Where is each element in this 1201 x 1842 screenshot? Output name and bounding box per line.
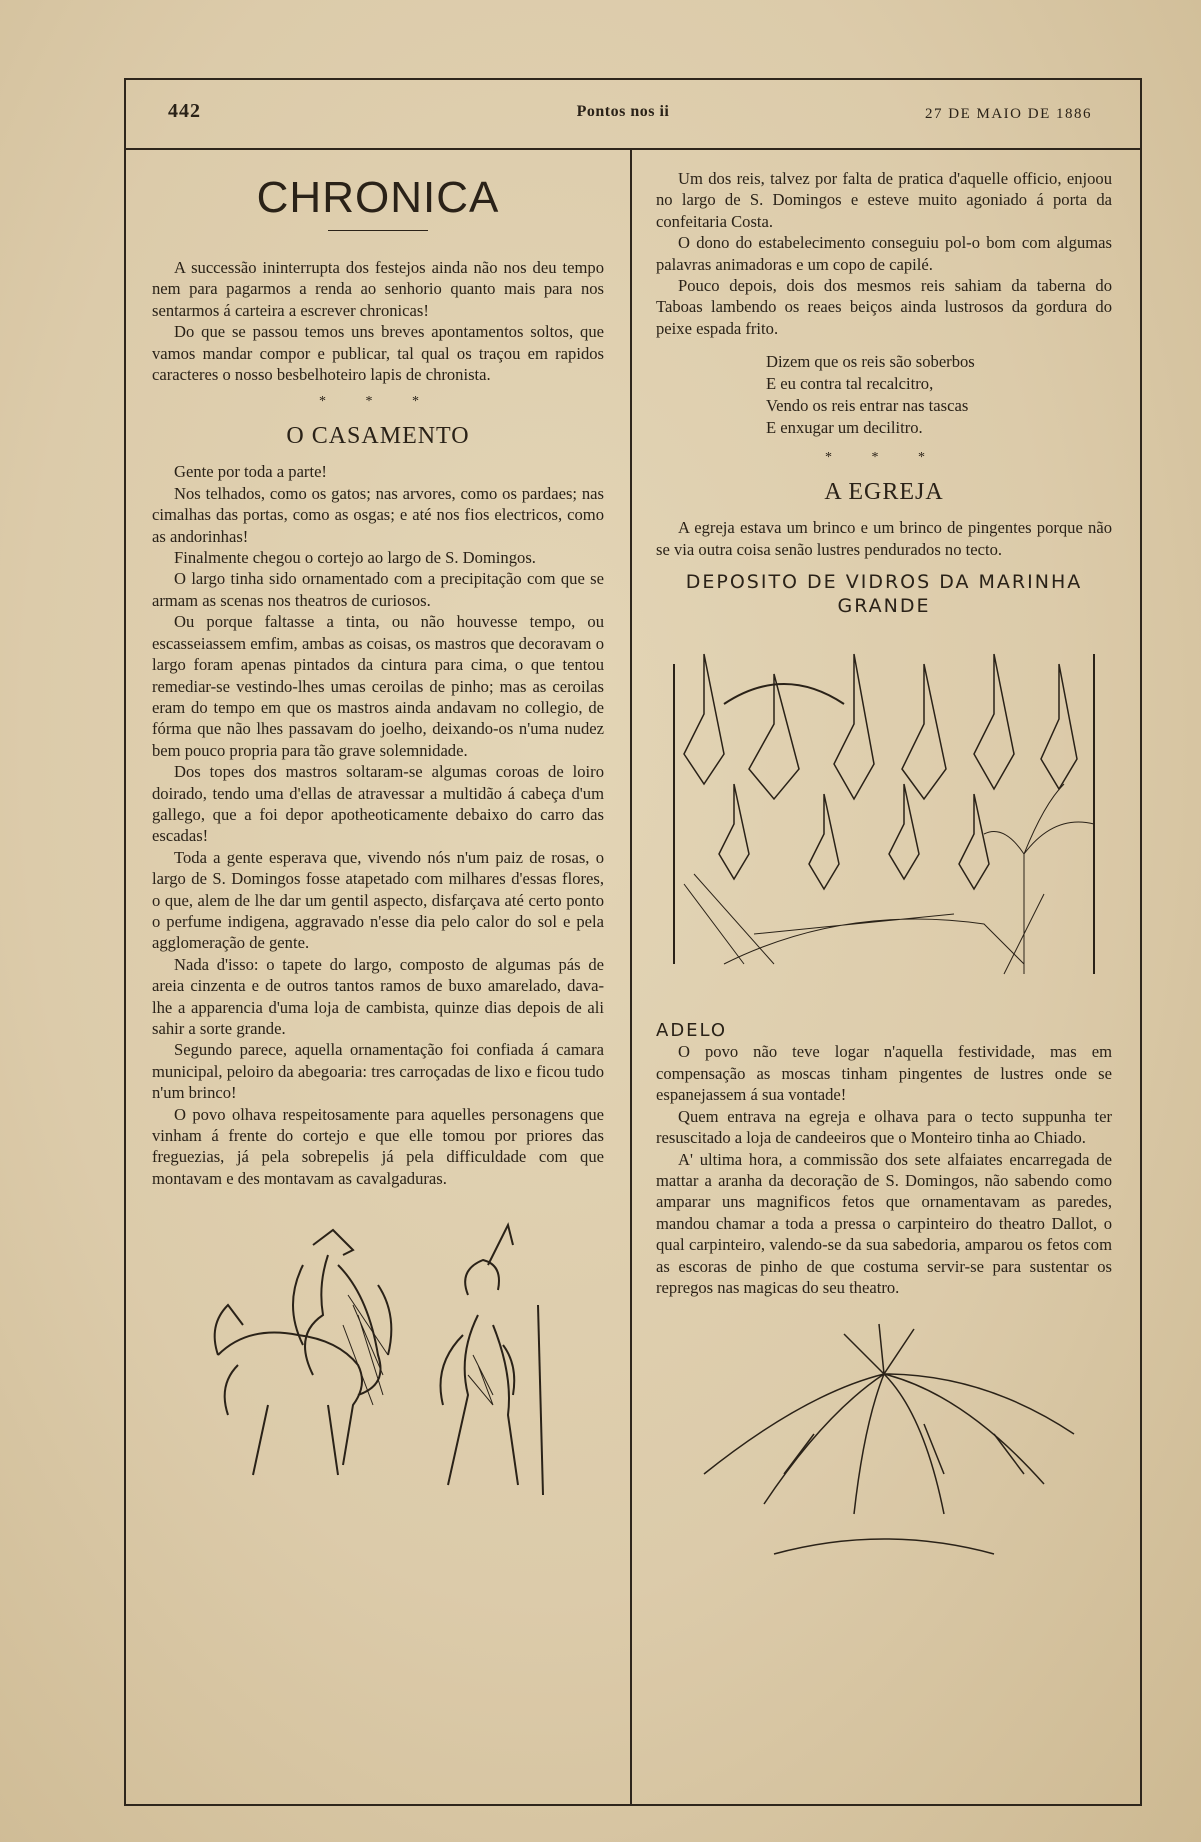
article-paragraph: Nada d'isso: o tapete do largo, composto de algumas pás de areia cinzenta e de outros tantos ramos de buxo amarelado, dava-lhe a apparencia d'uma loja de cambista, quinze dias depois de ali sahir a sorte grande.	[152, 954, 604, 1038]
article-paragraph: A' ultima hora, a commissão dos sete alfaiates encarregada de mattar a aranha da decoração de S. Domingos, não sabendo como amparar uns magnificos fetos que ornamentavam as paredes, mandou chamar a toda a pressa o carpinteiro do theatro Dallot, o qual carpinteiro, valendo-se da sua sabedoria, amparou os fetos com as escoras de pinho de que costuma servir-se para sustentar os repregos nas magicas do seu theatro.	[656, 1149, 1112, 1297]
article-paragraph: A egreja estava um brinco e um brinco de pingentes porque não se via outra coisa senão lustres pendurados no tecto.	[656, 518, 1112, 559]
verse-block	[766, 351, 1112, 439]
issue-date: 27 DE MAIO DE 1886	[925, 106, 1092, 122]
section-stars: * * *	[319, 394, 437, 410]
chandeliers-illustration	[664, 634, 1104, 1014]
section-stars: * * *	[825, 450, 943, 466]
right-column	[656, 168, 1112, 1570]
verse-line: E eu contra tal recalcitro,	[766, 374, 934, 394]
section-title-casamento: O CASAMENTO	[286, 423, 470, 450]
section-title-egreja: A EGREJA	[824, 479, 944, 506]
intro-paragraph: Do que se passou temos uns breves apontamentos soltos, que vamos mandar compor e publicar, tal qual os traçou em rapidos caracteres o nosso besbelhoteiro lapis de chronista.	[152, 322, 604, 385]
verse-line: Dizem que os reis são soberbos	[766, 352, 975, 372]
article-paragraph: Segundo parece, aquella ornamentação foi confiada á camara municipal, peloiro da abegoaria: tres carroçadas de lixo e ficou tudo n'um brinco!	[152, 1040, 604, 1103]
verse-line: Vendo os reis entrar nas tascas	[766, 396, 969, 416]
intro-paragraph: A successão ininterrupta dos festejos ainda não nos deu tempo nem para pagarmos a renda ao senhorio quanto mais para nos sentarmos á carteira a escrever chronicas!	[152, 258, 604, 320]
article-paragraph: O largo tinha sido ornamentado com a precipitação com que se armam as scenas nos theatros de curiosos.	[152, 569, 604, 610]
procession-illustration	[178, 1205, 578, 1505]
illustration-caption	[656, 570, 1112, 618]
article-paragraph: Nos telhados, como os gatos; nas arvores, como os pardaes; nas cimalhas das portas, como as osgas; e até nos fios electricos, como as andorinhas!	[152, 483, 604, 546]
article-paragraph: O povo olhava respeitosamente para aquelles personagens que vinham á frente do cortejo e que elle tomou por priores das freguezias, já pela sobrepelis já pela difficuldade com que montavam e des montavam as cavalgaduras.	[152, 1104, 604, 1188]
title-rule	[328, 230, 428, 231]
article-paragraph: Dos topes dos mastros soltaram-se algumas coroas de loiro doirado, tendo uma d'ellas de atravessar a multidão á cabeça d'um gallego, que a foi depor apotheoticamente debaixo do carro das escadas!	[152, 762, 604, 846]
left-column	[152, 168, 604, 1511]
verse-line: E enxugar um decilitro.	[766, 418, 923, 438]
header-rule	[124, 148, 1142, 150]
article-paragraph: Quem entrava na egreja e olhava para o tecto suppunha ter resuscitado a loja de candeeiros que o Monteiro tinha ao Chiado.	[656, 1106, 1112, 1148]
masthead-title: Pontos nos ii	[576, 103, 670, 120]
masthead-logo	[548, 80, 698, 144]
article-paragraph: Toda a gente esperava que, vivendo nós n'um paiz de rosas, o largo de S. Domingos fosse atapetado com milhares d'essas flores, o que, alem de lhe dar um gentil aspecto, disfarçava até certo ponto o perfume indigena, aggravado n'esse dia pelo calor do sol e pela agglomeração de gente.	[152, 847, 604, 953]
palm-illustration	[674, 1314, 1094, 1564]
article-paragraph: Um dos reis, talvez por falta de pratica d'aquelle officio, enjoou no largo de S. Domingos e esteve muito agoniado á porta da confeitaria Costa.	[656, 169, 1112, 231]
article-paragraph: Pouco depois, dois dos mesmos reis sahiam da taberna do Taboas lambendo os reaes beiços ainda lustrosos da gordura do peixe espada frito.	[656, 276, 1112, 338]
illustration-caption-line: GRANDE	[837, 595, 931, 618]
article-paragraph: Ou porque faltasse a tinta, ou não houvesse tempo, ou escasseiassem emfim, ambas as coisas, os mastros que decoravam o largo foram apenas pintados da cintura para cima, o que tentou remediar-se vestindo-lhes umas ceroilas de pinho; mas as ceroilas eram do tempo em que os mastros ainda andavam no collegio, de fórma que não lhes passavam do joelho, deixando-os n'uma nudez bem pouco propria para tão grave solemnidade.	[152, 612, 604, 760]
column-divider	[630, 150, 632, 1806]
illustration-signature: ADELO	[656, 1020, 728, 1042]
illustration-caption-line: DEPOSITO DE VIDROS DA MARINHA	[685, 571, 1083, 594]
article-paragraph: O dono do estabelecimento conseguiu pol-o bom com algumas palavras animadoras e um copo de capilé.	[656, 233, 1112, 274]
article-paragraph: O povo não teve logar n'aquella festividade, mas em compensação as moscas tinham pingentes de lustres onde se espanejassem á sua vontade!	[656, 1042, 1112, 1105]
article-paragraph: Finalmente chegou o cortejo ao largo de S. Domingos.	[174, 548, 536, 568]
article-paragraph: Gente por toda a parte!	[174, 462, 327, 482]
chronica-title: CHRONICA	[256, 173, 500, 222]
page-number: 442	[168, 100, 201, 122]
